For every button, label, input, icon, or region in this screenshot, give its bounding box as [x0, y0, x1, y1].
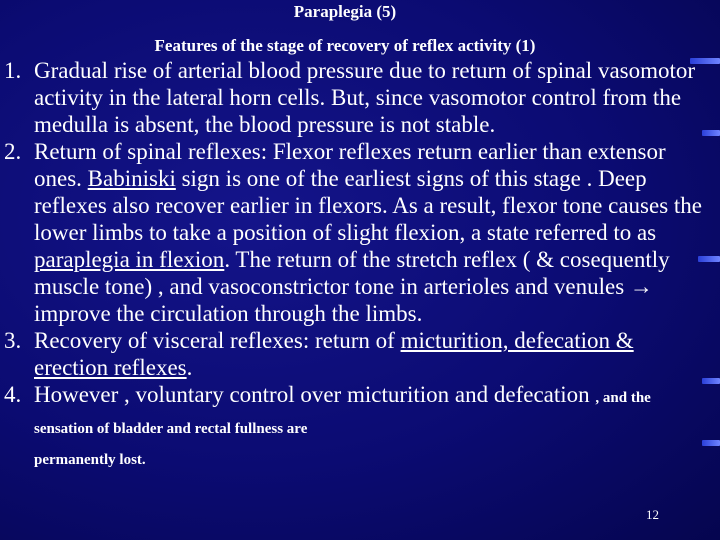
paraplegia-in-flexion-term: paraplegia in flexion	[34, 247, 225, 272]
numbered-list	[0, 57, 712, 474]
list-item-text: Recovery of visceral reflexes: return of	[34, 328, 401, 353]
page-number: 12	[646, 507, 659, 522]
list-number: 4.	[4, 382, 22, 407]
right-arrow-icon: →	[629, 274, 653, 299]
list-item-text: . The return of the stretch reflex ( & cosequently muscle tone) , and vasoconstrictor tone in arterioles and venules	[34, 247, 670, 299]
list-item-text: Return of spinal reflexes: Flexor reflexes return earlier than extensor ones.	[34, 139, 666, 191]
list-item-1	[0, 57, 712, 138]
list-number: 1.	[4, 58, 22, 83]
visceral-reflexes-term: micturition, defecation & erection reflexes	[34, 328, 634, 380]
list-item-3	[0, 327, 712, 381]
slide-subtitle: Features of the stage of recovery of reflex activity (1)	[154, 36, 536, 55]
list-item-text: Gradual rise of arterial blood pressure due to return of spinal vasomotor activity in the lateral horn cells. But, since vasomotor control from the medulla is absent, the blood pressure is not stable.	[34, 58, 696, 137]
list-item-text: .	[186, 355, 193, 380]
list-number: 2.	[4, 139, 22, 164]
list-item-text: improve the circulation through the limbs.	[34, 301, 423, 326]
list-number: 3.	[4, 328, 22, 353]
list-item-2	[0, 138, 712, 327]
list-item-text: However , voluntary control over micturition and defecation	[34, 382, 596, 407]
list-item-text-small: permanently lost.	[34, 452, 146, 468]
list-item-4	[0, 381, 712, 474]
babinski-term: Babiniski	[87, 166, 176, 191]
slide-title: Paraplegia (5)	[293, 2, 397, 21]
list-item-text-small: , and the sensation of bladder and rectal fullness are	[34, 390, 651, 437]
list-item-text: sign is one of the earliest signs of this stage . Deep reflexes also recover earlier in flexors. As a result, flexor tone causes the lower limbs to take a position of slight flexion, a state referred to as	[34, 166, 702, 245]
